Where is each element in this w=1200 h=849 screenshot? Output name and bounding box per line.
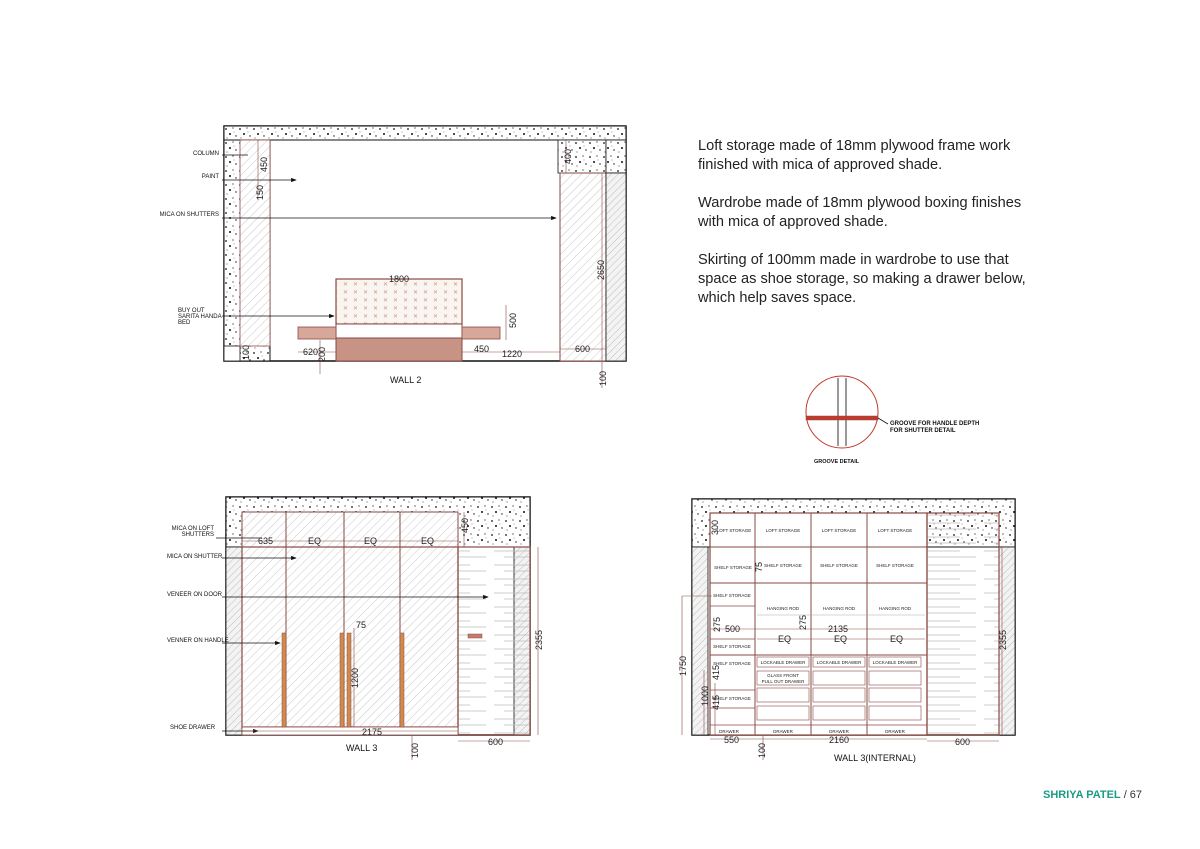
dim-internal-500: 500 — [725, 624, 741, 634]
cell-lockable-3: LOCKABLE DRAWER — [872, 660, 918, 665]
label-shoe-drawer: SHOE DRAWER — [170, 725, 216, 731]
cell-rod-1: HANGING ROD — [766, 606, 800, 611]
wall2-elevation — [222, 126, 626, 388]
label-column: COLUMN — [192, 151, 219, 157]
detail-note-1: GROOVE FOR HANDLE DEPTH — [890, 421, 980, 427]
label-mica-loft-1: MICA ON LOFT — [171, 526, 214, 532]
side-table-left — [298, 327, 336, 339]
dim-100-right: 100 — [598, 370, 608, 386]
dim-eq-2: EQ — [364, 536, 378, 546]
dim-bed-width: 1800 — [388, 274, 410, 284]
cell-shelf-4: SHELF STORAGE — [876, 563, 914, 568]
dim-1220: 1220 — [502, 349, 523, 359]
dim-415-b: 415 — [711, 664, 721, 680]
cell-lockable-2: LOCKABLE DRAWER — [816, 660, 862, 665]
notes-block — [698, 137, 1028, 327]
cell-left-shelf-1: SHELF STORAGE — [713, 593, 751, 598]
label-paint: PAINT — [201, 174, 219, 180]
dim-450: 450 — [474, 344, 490, 354]
cell-left-shelf-3: SHELF STORAGE — [713, 661, 751, 666]
page-number: / 67 — [1123, 789, 1143, 801]
wall3-internal-title: WALL 3(INTERNAL) — [834, 753, 916, 763]
dim-internal-75: 75 — [754, 561, 764, 572]
dim-1000: 1000 — [700, 685, 710, 706]
dim-internal-eq-1: EQ — [778, 634, 792, 644]
cell-drawer-2: DRAWER — [773, 729, 793, 734]
note-skirting: Skirting of 100mm made in wardrobe to use that space as shoe storage, so making a drawer below, which help saves space. — [698, 252, 1026, 306]
cell-shelf-1: SHELF STORAGE — [714, 565, 752, 570]
dim-415: 415 — [711, 694, 721, 710]
dim-200: 200 — [317, 346, 327, 362]
dim-internal-eq-2: EQ — [834, 634, 848, 644]
dim-2135: 2135 — [828, 624, 849, 634]
dim-400: 400 — [563, 148, 573, 164]
cell-loft-3: LOFT STORAGE — [821, 528, 857, 533]
cell-glass-front: GLASS FRONT — [767, 673, 799, 678]
dim-1750: 1750 — [678, 655, 688, 676]
dim-wall3-600: 600 — [488, 737, 504, 747]
detail-title: GROOVE DETAIL — [814, 459, 860, 465]
cell-loft-4: LOFT STORAGE — [877, 528, 913, 533]
dim-620: 620 — [303, 347, 319, 357]
author-name: SHRIYA PATEL — [1043, 789, 1121, 801]
dim-2160: 2160 — [829, 735, 850, 745]
wall3-title: WALL 3 — [346, 743, 378, 753]
cell-drawer-4: DRAWER — [885, 729, 905, 734]
groove-detail — [806, 376, 888, 448]
dim-75: 75 — [356, 620, 367, 630]
dim-internal-600: 600 — [955, 737, 971, 747]
dim-2175: 2175 — [362, 727, 383, 737]
cell-lockable-1: LOCKABLE DRAWER — [760, 660, 806, 665]
detail-note-2: FOR SHUTTER DETAIL — [890, 428, 956, 434]
cell-loft-2: LOFT STORAGE — [765, 528, 801, 533]
dim-500: 500 — [508, 312, 518, 328]
cell-shelf-2: SHELF STORAGE — [764, 563, 802, 568]
label-mica-loft-2: SHUTTERS — [181, 532, 214, 538]
dim-eq-3: EQ — [421, 536, 435, 546]
note-loft: Loft storage made of 18mm plywood frame work finished with mica of approved shade. — [698, 138, 1011, 173]
cell-loft-1: LOFT STORAGE — [716, 528, 752, 533]
dim-600: 600 — [575, 344, 591, 354]
wall2-ceiling-slab — [224, 126, 626, 140]
dim-1200: 1200 — [350, 667, 360, 688]
dim-internal-eq-3: EQ — [890, 634, 904, 644]
wall3-side-wardrobe — [458, 547, 530, 735]
dim-2650: 2650 — [596, 259, 606, 280]
cell-drawer-3: DRAWER — [829, 729, 849, 734]
dim-300: 300 — [710, 519, 720, 535]
wall2-title: WALL 2 — [390, 375, 422, 385]
label-mica-on-shutters: MICA ON SHUTTERS — [159, 212, 219, 218]
label-mica-on-shutter: MICA ON SHUTTER — [167, 554, 223, 560]
dim-wall3-450: 450 — [460, 517, 470, 533]
dim-100-left: 100 — [241, 344, 251, 360]
cell-left-shelf-4: SHELF STORAGE — [713, 696, 751, 701]
dim-eq-1: EQ — [308, 536, 322, 546]
label-venner-on-handle: VENNER ON HANDLE — [167, 638, 229, 644]
cell-drawer-1: DRAWER — [719, 729, 739, 734]
side-table-right — [462, 327, 500, 339]
cell-rod-3: HANGING ROD — [878, 606, 912, 611]
label-veneer-on-door: VENEER ON DOOR — [167, 592, 223, 598]
dim-internal-2355: 2355 — [998, 629, 1008, 650]
cell-pull-out-drawer: PULL OUT DRAWER — [761, 679, 805, 684]
page-footer — [1043, 789, 1142, 801]
dim-275-b: 275 — [798, 614, 808, 630]
wall3i-side-wardrobe — [927, 513, 999, 735]
bed-headboard — [336, 279, 462, 324]
label-bed-3: BED — [178, 320, 191, 326]
dim-column-450: 450 — [259, 156, 269, 172]
label-bed-2: SARITA HANDA — [178, 314, 222, 320]
dim-wall3-2355: 2355 — [534, 629, 544, 650]
dim-wall3-100: 100 — [410, 742, 420, 758]
dim-internal-100: 100 — [757, 742, 767, 758]
note-wardrobe: Wardrobe made of 18mm plywood boxing finishes with mica of approved shade. — [698, 195, 1022, 230]
dim-550: 550 — [724, 735, 740, 745]
dim-150: 150 — [255, 184, 265, 200]
label-bed-1: BUY OUT — [178, 308, 205, 314]
cell-shelf-3: SHELF STORAGE — [820, 563, 858, 568]
dim-275-a: 275 — [712, 616, 722, 632]
bed-base — [336, 338, 462, 361]
cell-left-shelf-2: SHELF STORAGE — [713, 644, 751, 649]
dim-635: 635 — [258, 536, 274, 546]
cell-rod-2: HANGING ROD — [822, 606, 856, 611]
